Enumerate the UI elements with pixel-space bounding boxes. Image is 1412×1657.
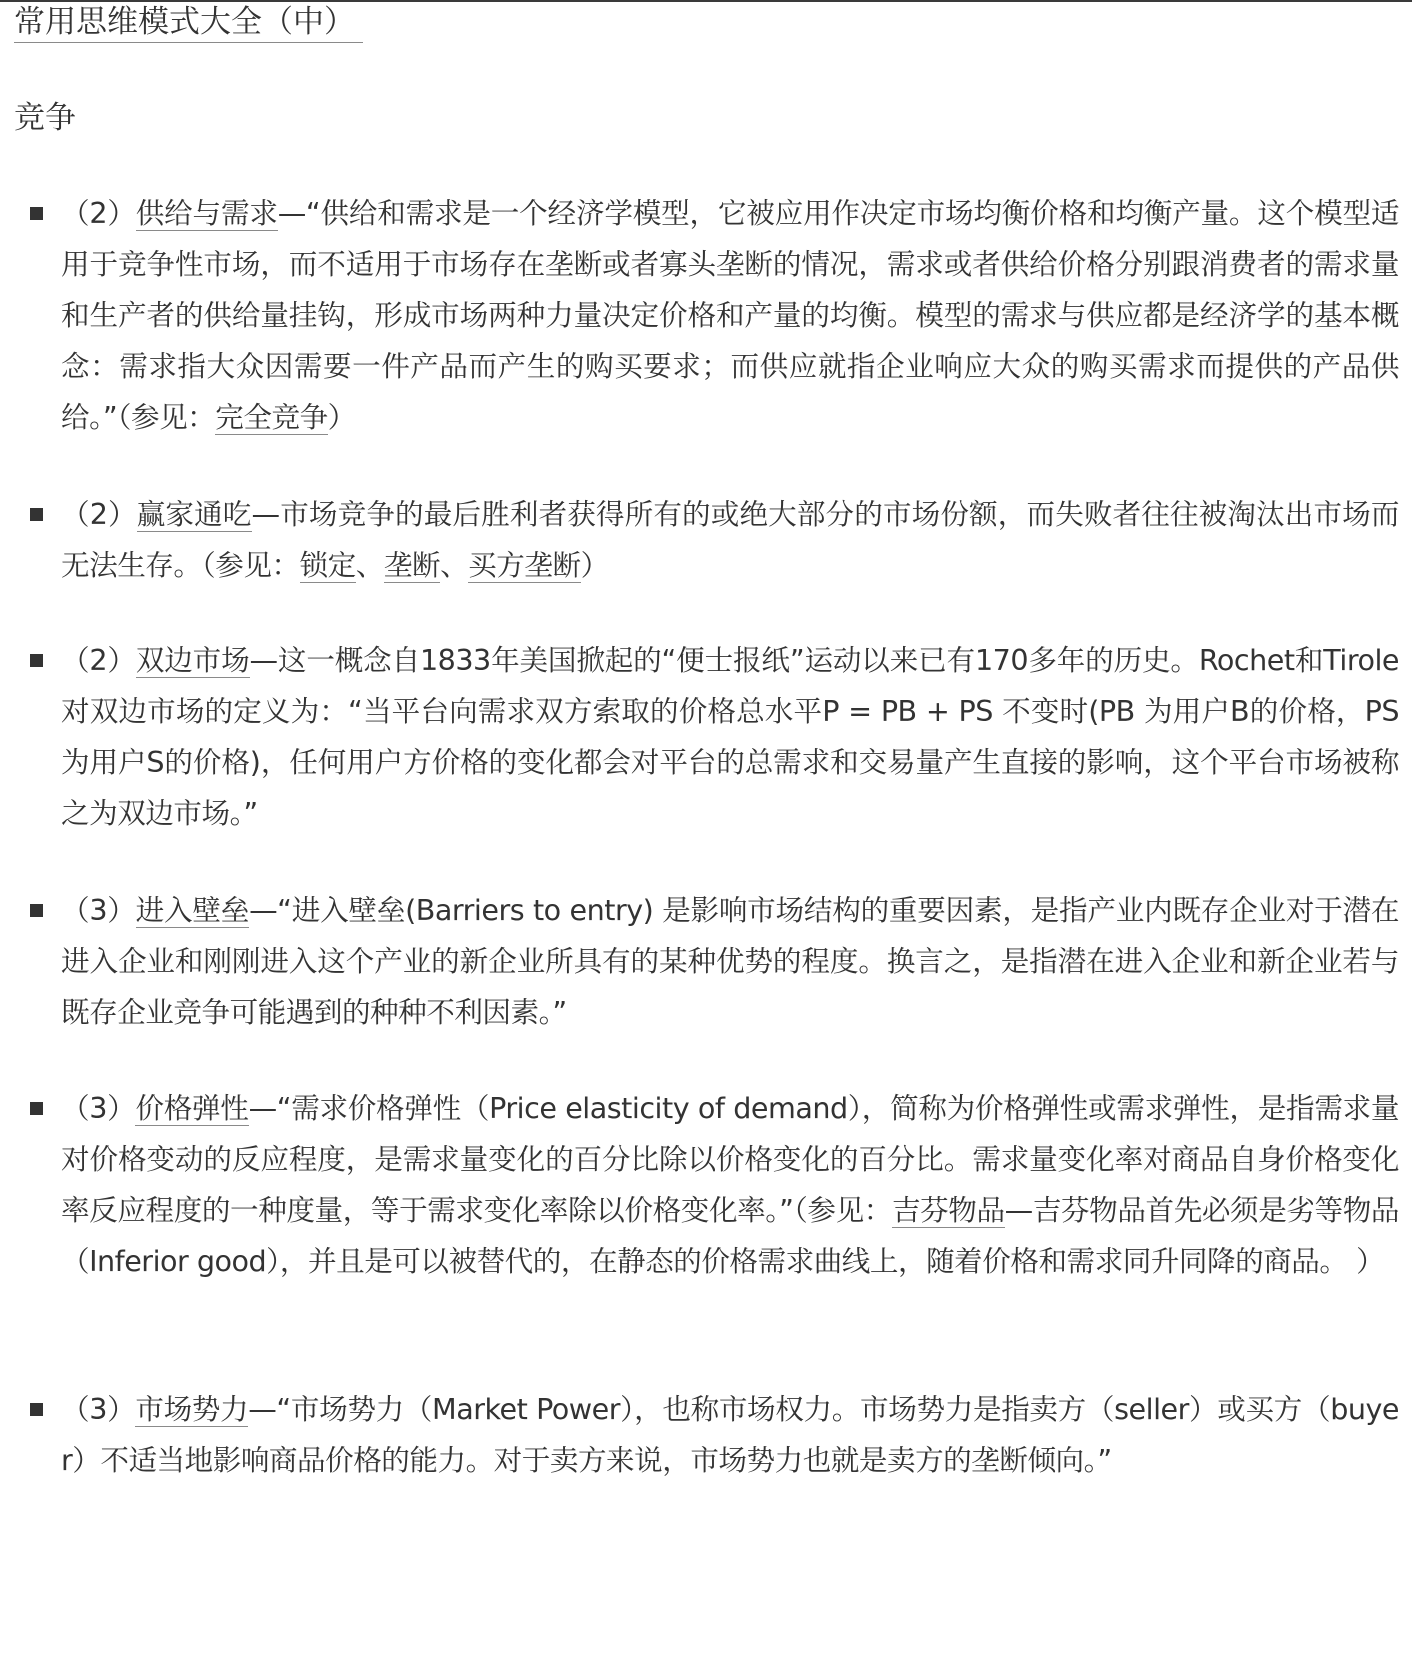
entry-level: （2） [61, 196, 136, 230]
bullet-square-icon [30, 508, 43, 521]
bullet-square-icon [30, 1102, 43, 1115]
entry-level: （3） [61, 1091, 136, 1125]
bullet-square-icon [30, 654, 43, 667]
entry-text: —市场竞争的最后胜利者获得所有的或绝大部分的市场份额，而失败者往往被淘汰出市场而无法生存。（参见： [61, 497, 1399, 582]
term-link[interactable]: 市场势力 [135, 1392, 249, 1426]
term-link[interactable]: 价格弹性 [135, 1091, 249, 1125]
reference-link[interactable]: 锁定 [299, 548, 356, 582]
entry-text: —“需求价格弹性（Price elasticity of demand），简称为价格弹性或需求弹性，是指需求量对价格变动的反应程度，是需求量变化的百分比除以价格变化的百分比。需求量变化率对商品自身价格变化率反应程度的一种度量，等于需求变化率除以价格变化率。”（参见： [61, 1091, 1399, 1227]
entry-tail: ） [327, 400, 356, 434]
list-item [61, 635, 1399, 839]
entry-tail: ） [580, 548, 609, 582]
list-item [61, 188, 1399, 443]
section-heading: 竞争 [14, 100, 76, 136]
entry-level: （2） [61, 497, 137, 531]
bullet-square-icon [30, 904, 43, 917]
list-item [61, 1384, 1399, 1486]
bullet-square-icon [30, 1403, 43, 1416]
bullet-square-icon [30, 207, 43, 220]
term-link[interactable]: 赢家通吃 [136, 497, 252, 531]
reference-link[interactable]: 买方垄断 [468, 548, 581, 582]
list-item [61, 885, 1399, 1038]
entry-tail: —吉芬物品首先必须是劣等物品（Inferior good），并且是可以被替代的，在静态的价格需求曲线上，随着价格和需求同升同降的商品。 ） [61, 1193, 1399, 1278]
entry-level: （2） [61, 643, 136, 677]
entry-text: —这一概念自1833年美国掀起的“便士报纸”运动以来已有170多年的历史。Rochet和Tirole对双边市场的定义为：“当平台向需求双方索取的价格总水平P = PB + PS 不变时(PB 为用户B的价格，PS为用户S的价格)，任何用户方价格的变化都会对平台的总需求和交易量产生直接的影响，这个平台市场被称之为双边市场。” [61, 643, 1399, 830]
entry-text: —“市场势力（Market Power），也称市场权力。市场势力是指卖方（seller）或买方（buyer）不适当地影响商品价格的能力。对于卖方来说，市场势力也就是卖方的垄断倾向。” [61, 1392, 1400, 1477]
reference-link[interactable]: 垄断 [383, 548, 441, 582]
term-link[interactable]: 双边市场 [135, 643, 250, 677]
entry-level: （3） [61, 893, 136, 927]
reference-link[interactable]: 完全竞争 [215, 400, 328, 434]
entry-level: （3） [61, 1392, 136, 1426]
term-link[interactable]: 进入壁垒 [135, 893, 250, 927]
entry-text: —“进入壁垒(Barriers to entry) 是影响市场结构的重要因素，是指产业内既存企业对于潜在进入企业和刚刚进入这个产业的新企业所具有的某种优势的程度。换言之，是指潜在进入企业和新企业若与既存企业竞争可能遇到的种种不利因素。” [61, 893, 1399, 1029]
list-item [61, 1083, 1399, 1287]
reference-separator: 、 [440, 548, 469, 582]
reference-separator: 、 [355, 548, 384, 582]
reference-link[interactable]: 吉芬物品 [891, 1193, 1005, 1227]
list-item [61, 489, 1399, 591]
page-title: 常用思维模式大全（中） [14, 2, 363, 43]
entry-text: —“供给和需求是一个经济学模型，它被应用作决定市场均衡价格和均衡产量。这个模型适用于竞争性市场，而不适用于市场存在垄断或者寡头垄断的情况，需求或者供给价格分别跟消费者的需求量和生产者的供给量挂钩，形成市场两种力量决定价格和产量的均衡。模型的需求与供应都是经济学的基本概念：需求指大众因需要一件产品而产生的购买要求；而供应就指企业响应大众的购买需求而提供的产品供给。”（参见： [61, 196, 1399, 434]
term-link[interactable]: 供给与需求 [135, 196, 278, 230]
